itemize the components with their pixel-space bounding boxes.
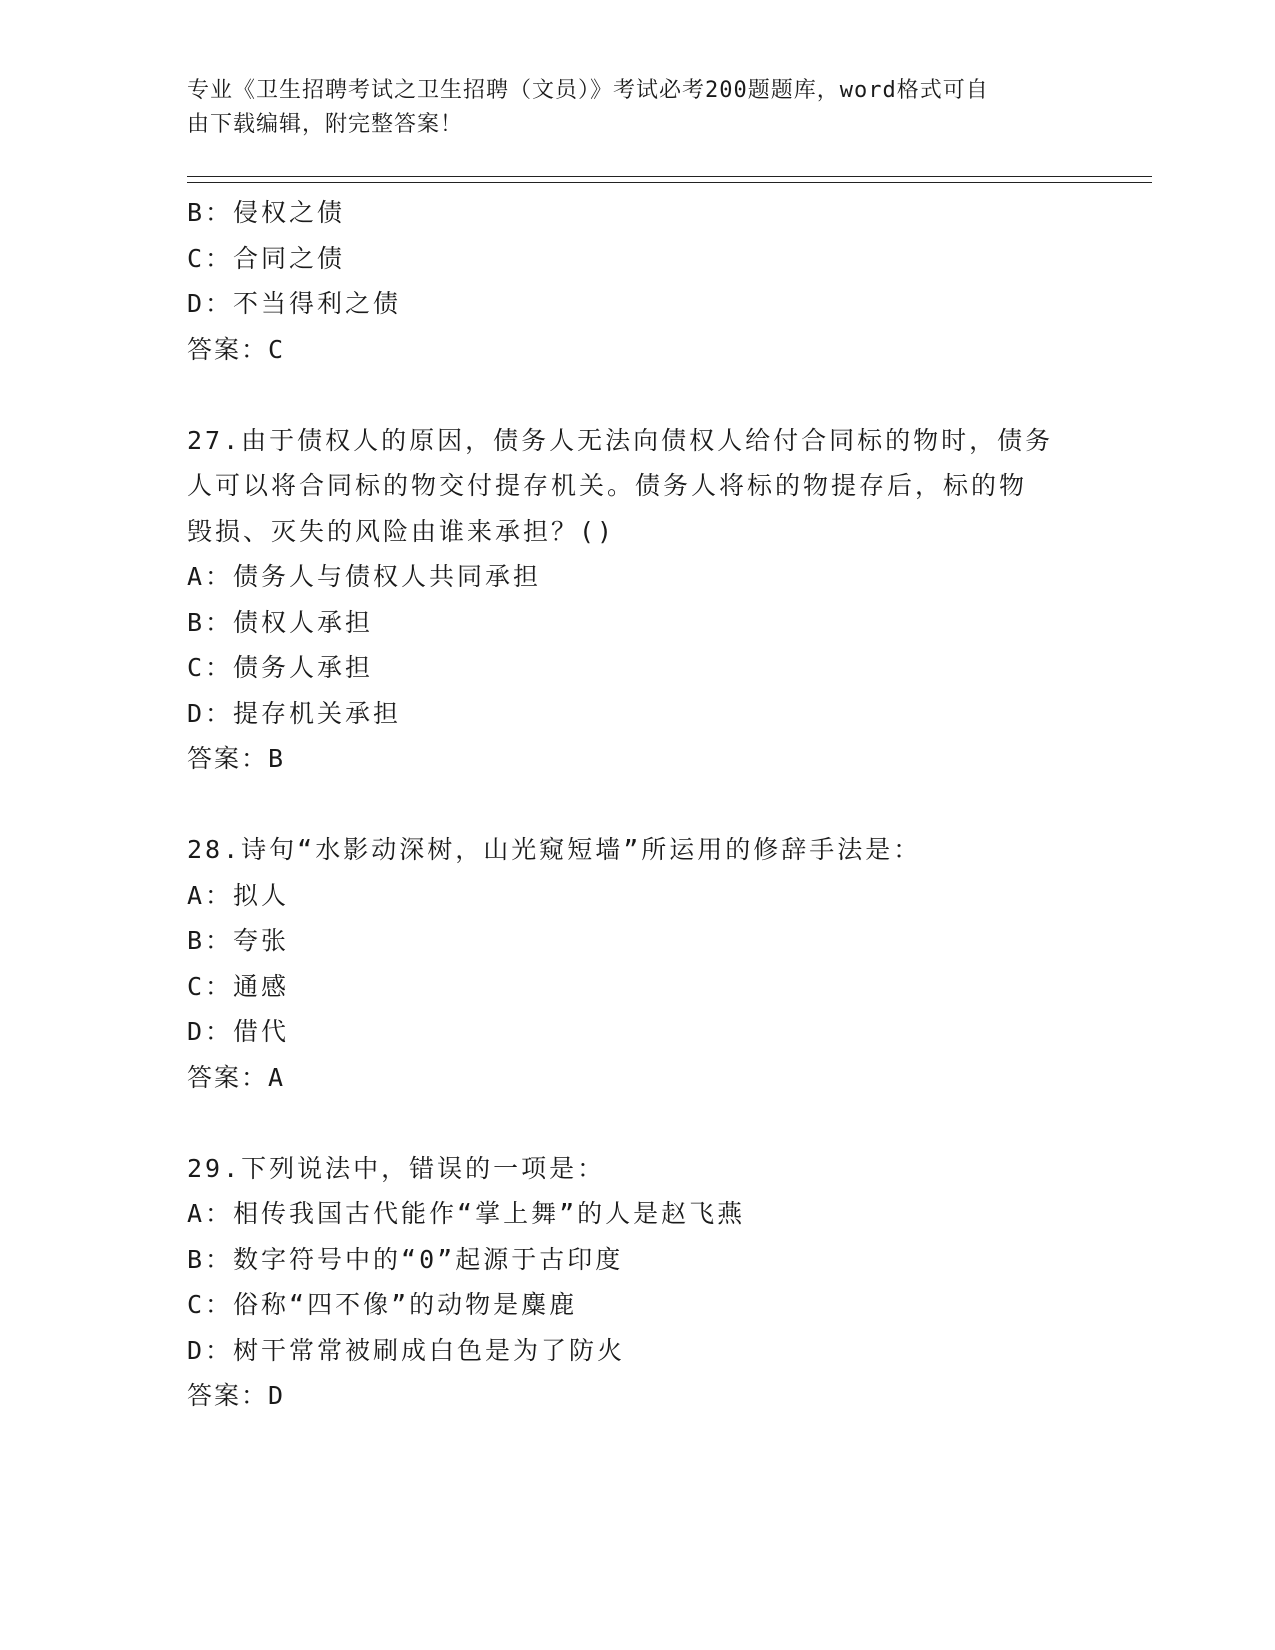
option-b: B：夸张	[187, 926, 290, 955]
question-text-line: 28.诗句“水影动深树，山光窥短墙”所运用的修辞手法是：	[187, 835, 922, 864]
answer-line: 答案：B	[187, 744, 286, 773]
header-rule-bottom	[187, 182, 1152, 183]
spacer	[187, 372, 1087, 418]
option-a: A：相传我国古代能作“掌上舞”的人是赵飞燕	[187, 1199, 746, 1228]
answer-line: 答案：A	[187, 1062, 286, 1092]
option-d: D：不当得利之债	[187, 289, 402, 318]
answer-line: 答案：D	[187, 1381, 286, 1410]
option-d: D：树干常常被刷成白色是为了防火	[187, 1335, 626, 1365]
carryover-block	[187, 190, 1087, 372]
question-text-line: 人可以将合同标的物交付提存机关。债务人将标的物提存后，标的物	[187, 471, 1028, 500]
option-c: C：债务人承担	[187, 653, 374, 682]
spacer	[187, 782, 1087, 828]
option-c: C：俗称“四不像”的动物是麋鹿	[187, 1290, 578, 1319]
option-d: D：借代	[187, 1017, 290, 1046]
option-c: C：合同之债	[187, 243, 346, 273]
spacer	[187, 1100, 1087, 1146]
header-line-2: 由下载编辑，附完整答案！	[187, 112, 464, 137]
option-c: C：通感	[187, 971, 290, 1001]
question-29	[187, 1146, 1087, 1419]
question-text-line: 27.由于债权人的原因，债务人无法向债权人给付合同标的物时，债务	[187, 425, 1054, 455]
option-b: B：债权人承担	[187, 607, 374, 637]
question-text-line: 29.下列说法中，错误的一项是：	[187, 1153, 606, 1183]
option-a: A：债务人与债权人共同承担	[187, 562, 542, 591]
option-d: D：提存机关承担	[187, 698, 402, 728]
document-header	[187, 74, 1067, 142]
header-line-1: 专业《卫生招聘考试之卫生招聘（文员）》考试必考200题题库，word格式可自	[187, 78, 989, 103]
question-text-line: 毁损、灭失的风险由谁来承担？()	[187, 516, 616, 546]
option-a: A：拟人	[187, 880, 290, 910]
header-rule-top	[187, 176, 1152, 177]
option-b: B：侵权之债	[187, 198, 346, 227]
question-content	[187, 190, 1087, 1419]
question-27	[187, 418, 1087, 782]
question-28	[187, 827, 1087, 1100]
answer-line: 答案：C	[187, 334, 286, 364]
option-b: B：数字符号中的“0”起源于古印度	[187, 1244, 624, 1274]
